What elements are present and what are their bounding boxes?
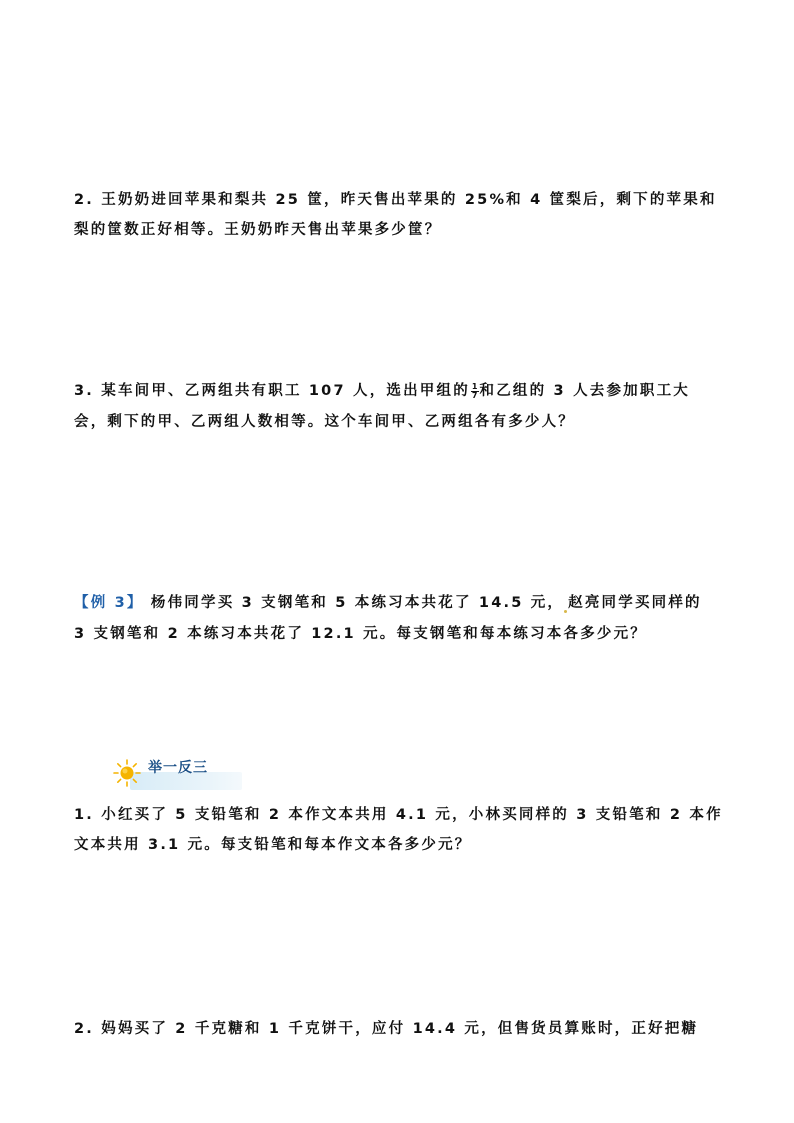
problem-2-line-1: 2. 王奶奶进回苹果和梨共 25 筐，昨天售出苹果的 25%和 4 筐梨后，剩下的苹果和 — [74, 192, 717, 208]
example-3-text-end: 赵亮同学买同样的 — [568, 595, 702, 611]
fraction-denominator: 7 — [471, 390, 478, 400]
dot-mark-icon — [564, 610, 567, 613]
sun-icon — [112, 758, 142, 788]
problem-3-text-after-fraction: 和乙组的 3 人去参加职工大 — [479, 383, 690, 399]
example-3-text: 杨伟同学买 3 支钢笔和 5 本练习本共花了 14.5 元， — [143, 595, 565, 611]
practice-1-line-1: 1. 小红买了 5 支铅笔和 2 本作文本共用 4.1 元，小林买同样的 3 支铅笔和 2 本作 — [74, 807, 723, 823]
fraction-one-seventh — [471, 383, 479, 400]
example-label: 【例 3】 — [74, 595, 144, 611]
section-banner — [112, 756, 242, 790]
practice-1-line-2: 文本共用 3.1 元。每支铅笔和每本作文本各多少元？ — [74, 837, 472, 853]
example-3-line-2: 3 支钢笔和 2 本练习本共花了 12.1 元。每支钢笔和每本练习本各多少元？ — [74, 626, 647, 642]
example-3-line-1 — [74, 593, 702, 613]
problem-3-line-2: 会，剩下的甲、乙两组人数相等。这个车间甲、乙两组各有多少人？ — [74, 414, 575, 430]
fraction-numerator: 1 — [471, 381, 478, 391]
banner-title: 举一反三 — [148, 760, 208, 776]
problem-3-text-before-fraction: 3. 某车间甲、乙两组共有职工 107 人，选出甲组的 — [74, 383, 470, 399]
practice-2-line-1: 2. 妈妈买了 2 千克糖和 1 千克饼干，应付 14.4 元，但售货员算账时，正好把糖 — [74, 1021, 699, 1037]
problem-3-line-1 — [74, 381, 690, 401]
problem-2-line-2: 梨的筐数正好相等。王奶奶昨天售出苹果多少筐？ — [74, 222, 442, 238]
